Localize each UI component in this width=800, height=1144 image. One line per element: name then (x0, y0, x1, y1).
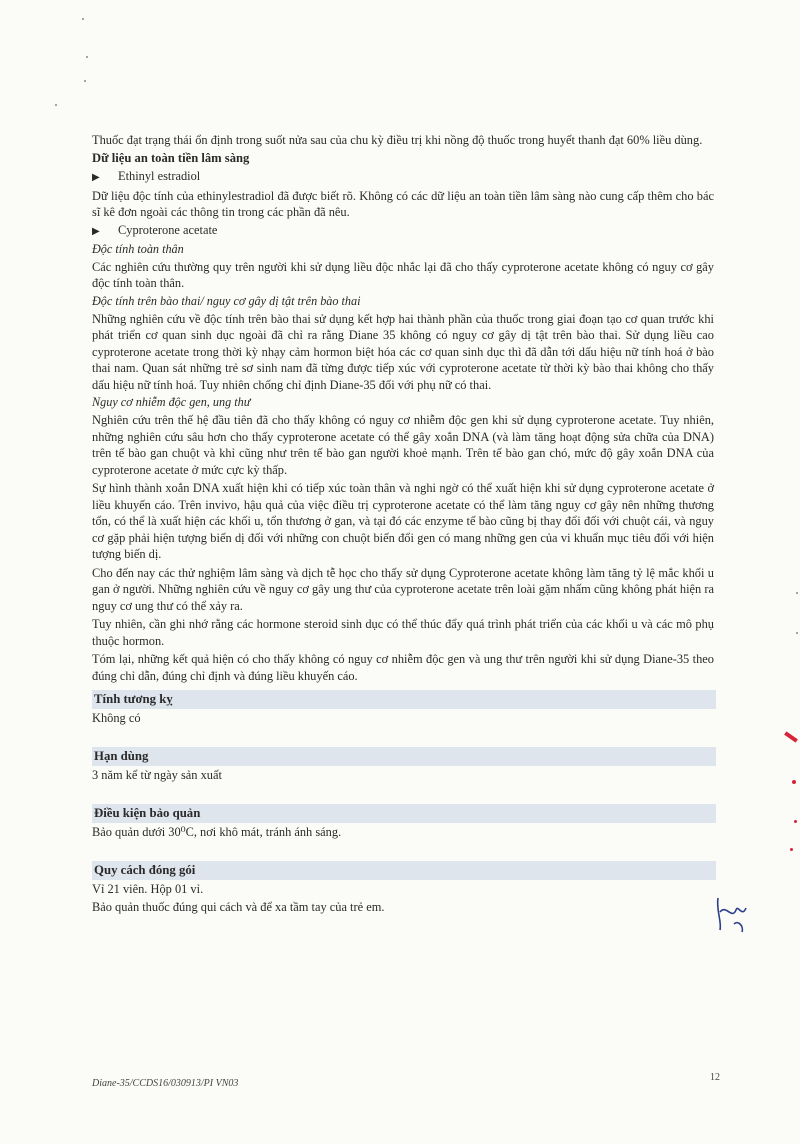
intro-paragraph: Thuốc đạt trạng thái ổn định trong suốt nửa sau của chu kỳ điều trị khi nồng độ thuốc trong huyết thanh đạt 60% liều dùng. (92, 133, 703, 147)
storage-text: Bảo quản dưới 30⁰C, nơi khô mát, tránh ánh sáng. (92, 825, 342, 839)
section-header-shelf-life: Hạn dùng (92, 747, 716, 766)
bullet-label: Ethinyl estradiol (118, 168, 201, 183)
red-ink-mark (794, 820, 797, 823)
genotoxicity-paragraph-1: Nghiên cứu trên thế hệ đầu tiên đã cho thấy không có nguy cơ nhiễm độc gen khi sử dụng cyproterone acetate. Tuy nhiên, những nghiên cứu sâu hơn cho thấy cyproterone acetate có thể gây xoắn DNA (và làm tăng hoạt động sửa chữa của DNA) trên tế bào gan chuột và khỉ cũng như trên tế bào gan người khoẻ mạnh. Trên tế bào gan chó, mức độ gây xoắn DNA của cyproterone acetate ở mức cực kỳ thấp. (92, 413, 714, 477)
red-ink-mark (790, 848, 793, 851)
embryotoxicity-paragraph: Những nghiên cứu về độc tính trên bào thai sử dụng kết hợp hai thành phần của thuốc trong giai đoạn tạo cơ quan trước khi phát triển cơ quan sinh dục ngoài đã chỉ ra rằng Diane 35 không có nguy cơ gây dị tật trên bào thai. Sử dụng liều cao cyproterone acetate trong thời kỳ nhạy cảm hormon biệt hóa các cơ quan sinh dục thì đã dẫn tới dấu hiệu nữ tính hoá ở bào thai nam. Quan sát những trẻ sơ sinh nam đã từng được tiếp xúc với cyproterone acetate từ thời kỳ bào thai không cho thấy dấu hiệu nữ tính hoá. Tuy nhiên chống chỉ định Diane-35 đối với phụ nữ có thai. (92, 311, 714, 392)
packaging-text-2: Bảo quản thuốc đúng qui cách và để xa tầm tay của trẻ em. (92, 900, 385, 914)
scan-speck (84, 80, 86, 82)
section-header-storage: Điều kiện bảo quản (92, 804, 716, 823)
scan-speck (796, 632, 798, 634)
bullet-label: Cyproterone acetate (118, 222, 218, 237)
scan-speck (55, 104, 57, 106)
heading-preclinical: Dữ liệu an toàn tiền lâm sàng (92, 150, 250, 165)
bullet-cyproterone (92, 222, 714, 240)
subheading-genotoxicity: Nguy cơ nhiễm độc gen, ung thư (92, 395, 251, 409)
signature-icon (712, 890, 752, 936)
subheading-systemic: Độc tính toàn thân (92, 241, 184, 256)
scan-speck (82, 18, 84, 20)
conclusion-paragraph: Tóm lại, những kết quả hiện có cho thấy không có nguy cơ nhiễm độc gen và ung thư trên người khi sử dụng Diane-35 theo đúng chỉ dẫn, đúng chỉ định và đúng liều khuyến cáo. (92, 652, 714, 683)
document-body (92, 132, 714, 916)
bullet-ethinyl (92, 168, 714, 186)
incompatibility-text: Không có (92, 711, 141, 725)
section-header-incompatibility: Tính tương kỵ (92, 690, 716, 709)
scan-speck (796, 592, 798, 594)
genotoxicity-paragraph-3: Cho đến nay các thử nghiệm lâm sàng và dịch tễ học cho thấy sử dụng Cyproterone acetate không làm tăng tỷ lệ mắc khối u gan ở người. Những nghiên cứu về nguy cơ gây ung thư của cyproterone acetate trên loài gặm nhấm cũng không phát hiện ra nguy cơ ung thư có thể xảy ra. (92, 565, 714, 613)
scan-speck (86, 56, 88, 58)
ethinyl-paragraph: Dữ liệu độc tính của ethinylestradiol đã được biết rõ. Không có các dữ liệu an toàn tiền lâm sàng nào cung cấp thêm cho bác sĩ kê đơn ngoài các thông tin trong các phần đã nêu. (92, 188, 714, 219)
genotoxicity-paragraph-4: Tuy nhiên, cần ghi nhớ rằng các hormone steroid sinh dục có thể thúc đẩy quá trình phát triển của các khối u và các mô phụ thuộc hormon. (92, 617, 714, 648)
page-number: 12 (710, 1072, 720, 1083)
systemic-paragraph: Các nghiên cứu thường quy trên người khi sử dụng liều độc nhắc lại đã cho thấy cyproterone acetate không có nguy cơ gây độc tính toàn thân. (92, 259, 714, 290)
document-code: Diane-35/CCDS16/030913/PI VN03 (92, 1078, 239, 1089)
subheading-embryotoxicity: Độc tính trên bào thai/ nguy cơ gây dị tật trên bào thai (92, 293, 361, 308)
genotoxicity-paragraph-2: Sự hình thành xoắn DNA xuất hiện khi có tiếp xúc toàn thân và nghi ngờ có thể xuất hiện khi sử dụng cyproterone acetate ở liều khuyến cáo. Trên invivo, hậu quả của việc điều trị cyproterone acetate có thể làm tăng nguy cơ gây nên những thương tổn, có thể là xuất hiện các khối u, tổn thương ở gan, và tại đó các enzyme tế bào cũng bị thay đổi đối với chuột cái, và nguy cơ gặp phải hiện tượng biến dị đối với những con chuột biến đổi gen có mang những gen của vi khuẩn mục tiêu đối với hiện tượng biến dị. (92, 481, 714, 561)
red-ink-mark (784, 731, 798, 742)
packaging-text-1: Vỉ 21 viên. Hộp 01 vỉ. (92, 882, 204, 896)
right-triangle-icon: ▶ (92, 225, 100, 237)
right-triangle-icon: ▶ (92, 171, 100, 183)
shelf-life-text: 3 năm kể từ ngày sản xuất (92, 768, 222, 782)
section-header-packaging: Quy cách đóng gói (92, 861, 716, 880)
red-ink-mark (792, 780, 796, 784)
